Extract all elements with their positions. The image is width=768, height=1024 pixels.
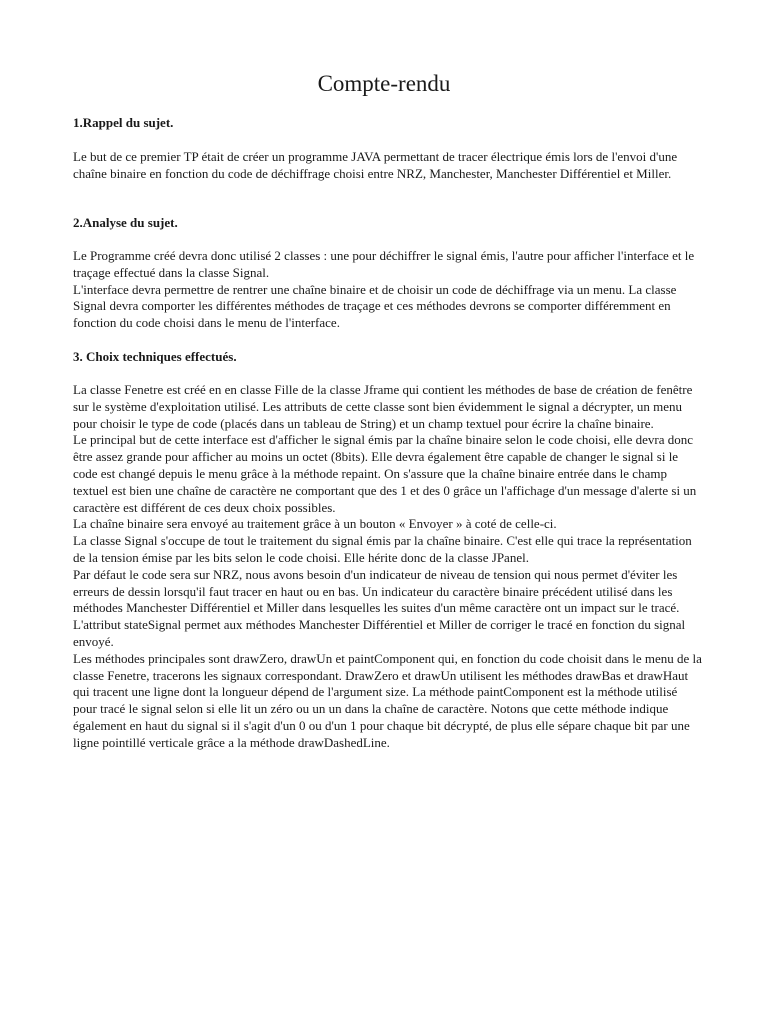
section-heading-analyse: 2.Analyse du sujet.	[73, 215, 178, 230]
paragraph: Le but de ce premier TP était de créer un programme JAVA permettant de tracer électrique émis lors de l'envoi d'une chaîne binaire en fonction du code de déchiffrage choisi entre NRZ, Manchester, Manchester Différentiel et Miller.	[73, 149, 678, 181]
section-body-choix-techniques	[73, 382, 703, 752]
paragraph: La classe Signal s'occupe de tout le traitement du signal émis par la chaîne binaire. C'est elle qui trace la représentation de la tension émise par les bits selon le code choisi. Elle hérite donc de la classe JPanel.	[73, 533, 692, 565]
paragraph: Par défaut le code sera sur NRZ, nous avons besoin d'un indicateur de niveau de tension qui nous permet d'éviter les erreurs de dessin lorsqu'il faut tracer en haut ou en bas. Un indicateur du caractère binaire précédent utilisé dans les méthodes Manchester Différentiel et Miller dans lesquelles les suites d'un même caractère ont un impact sur le tracé. L'attribut stateSignal permet aux méthodes Manchester Différentiel et Miller de corriger le tracé en fonction du signal envoyé.	[73, 566, 686, 649]
section-body-rappel	[73, 149, 703, 183]
paragraph: Les méthodes principales sont drawZero, drawUn et paintComponent qui, en fonction du code choisit dans le menu de la classe Fenetre, tracerons les signaux correspondant. DrawZero et drawUn utilisent les méthodes drawBas et drawHaut qui tracent une ligne dont la longueur dépend de l'argument size. La méthode paintComponent est la méthode utilisé pour tracé le signal selon si elle lit un zéro ou un un dans la chaîne de caractère. Notons que cette méthode indique également en haut du signal si il s'agit d'un 0 ou d'un 1 pour chaque bit décrypté, de plus elle sépare chaque bit par une ligne pointillé verticale grâce a la méthode drawDashedLine.	[73, 650, 702, 750]
paragraph: L'interface devra permettre de rentrer une chaîne binaire et de choisir un code de déchiffrage via un menu. La classe Signal devra comporter les différentes méthodes de traçage et ces méthodes devrons se comporter différemment en fonction du code choisi dans le menu de l'interface.	[73, 281, 677, 331]
paragraph: Le Programme créé devra donc utilisé 2 classes : une pour déchiffrer le signal émis, l'autre pour afficher l'interface et le traçage effectué dans la classe Signal.	[73, 248, 695, 280]
document-title: Compte-rendu	[317, 71, 451, 96]
paragraph: Le principal but de cette interface est d'afficher le signal émis par la chaîne binaire selon le code choisi, elle devra donc être assez grande pour afficher au moins un octet (8bits). Elle devra également être capable de changer le signal si le code est changé depuis le menu grâce à la méthode repaint. On s'assure que la chaîne binaire entrée dans le champ textuel est bien une chaîne de caractère ne comportant que des 1 et des 0 grâce un l'affichage d'un message d'alerte si un caractère est différent de ces deux choix possibles.	[73, 432, 697, 515]
section-heading-rappel: 1.Rappel du sujet.	[73, 115, 174, 130]
paragraph: La classe Fenetre est créé en en classe Fille de la classe Jframe qui contient les méthodes de base de création de fenêtre sur le système d'exploitation utilisé. Les attributs de cette classe sont bien évidemment le signal a décrypter, un menu pour choisir le type de code (placés dans un tableau de String) et un champ textuel pour écrire la chaîne binaire.	[73, 382, 693, 431]
section-heading-choix-techniques: 3. Choix techniques effectués.	[73, 349, 237, 364]
section-body-analyse	[73, 248, 703, 332]
paragraph: La chaîne binaire sera envoyé au traitement grâce à un bouton « Envoyer » à coté de celle-ci.	[73, 516, 557, 532]
